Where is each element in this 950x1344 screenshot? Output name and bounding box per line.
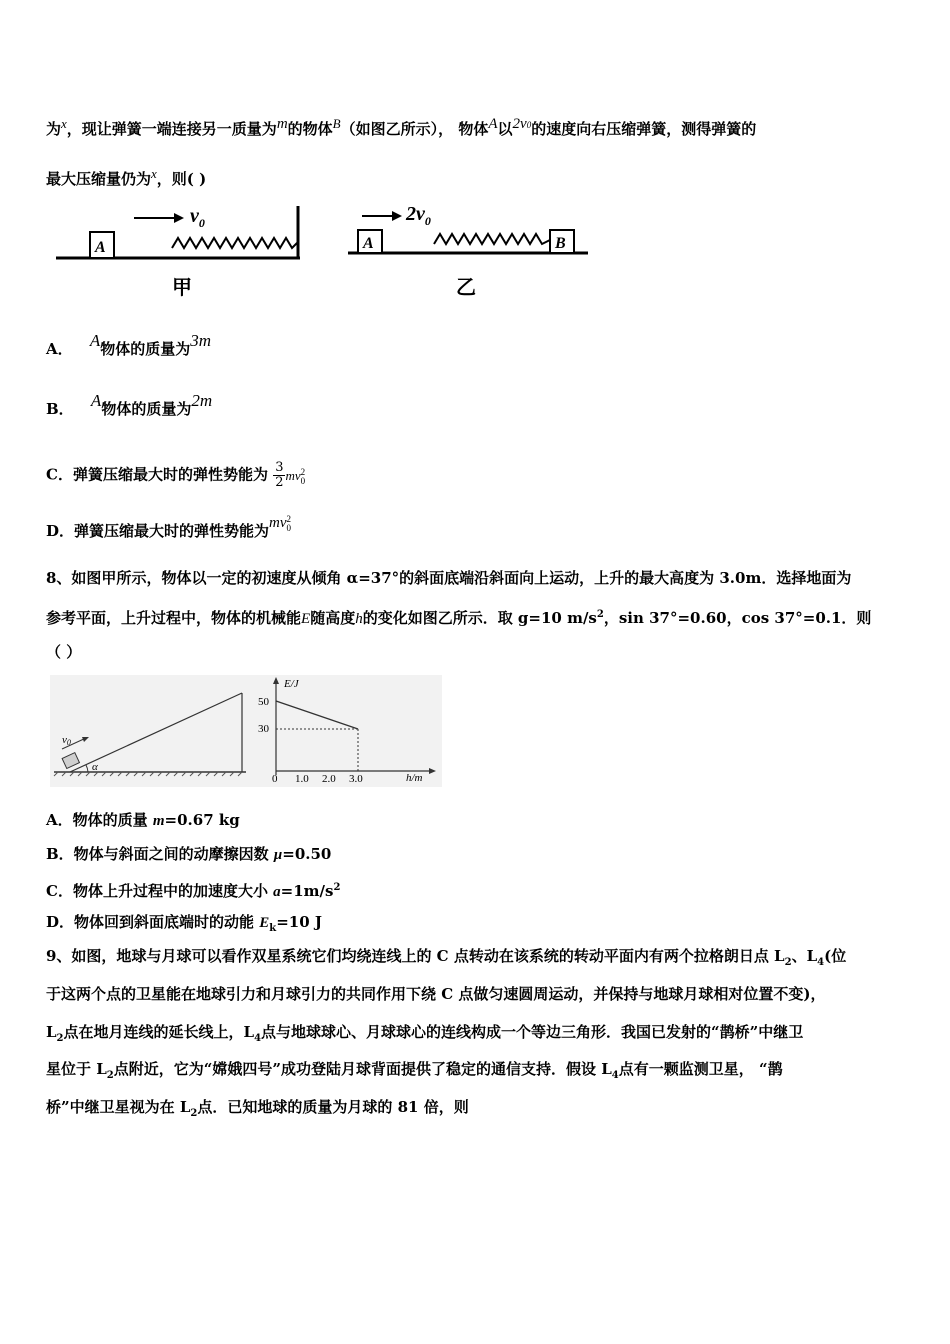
value-2m: 2m bbox=[191, 391, 213, 410]
q8-stem-line-2 bbox=[46, 604, 871, 630]
option-text: 物体的质量为 bbox=[101, 400, 192, 418]
q7-figure bbox=[50, 200, 595, 300]
q8-stem-line-3: （ ） bbox=[46, 643, 82, 661]
right-arrowhead bbox=[392, 211, 402, 221]
denominator: 2 bbox=[275, 475, 284, 490]
q7-stem-line-2 bbox=[46, 163, 206, 190]
q7-option-d bbox=[46, 513, 292, 543]
q8-option-c bbox=[46, 877, 340, 903]
var-e: E bbox=[259, 915, 270, 931]
v-sub: 0 bbox=[198, 216, 205, 230]
var-2v: 2v bbox=[512, 116, 527, 132]
sup-2: 2 bbox=[286, 513, 292, 524]
x-tick-1: 1.0 bbox=[295, 773, 309, 785]
option-label: B． bbox=[46, 400, 74, 418]
var-b: B bbox=[332, 116, 341, 131]
sub: 4 bbox=[611, 1070, 619, 1081]
text: C．物体上升过程中的加速度大小 bbox=[46, 882, 274, 900]
sub: 2 bbox=[56, 1033, 64, 1044]
text: 参考平面，上升过程中，物体的机械能 bbox=[46, 609, 302, 627]
2v: 2v bbox=[406, 203, 425, 225]
option-label: A． bbox=[46, 340, 73, 358]
v-sub: 0 bbox=[424, 214, 431, 228]
alpha-label: α bbox=[92, 761, 98, 773]
text: 的物体 bbox=[287, 120, 333, 138]
var-e: E bbox=[301, 611, 311, 627]
expr-mv: mv bbox=[269, 515, 287, 531]
var-mu: μ bbox=[273, 847, 283, 863]
q7-option-a bbox=[46, 331, 212, 360]
left-caption: 甲 bbox=[172, 275, 192, 299]
expr-mv0-sq bbox=[269, 515, 291, 531]
y-tick-30: 30 bbox=[258, 723, 269, 735]
sub: 2 bbox=[106, 1070, 114, 1081]
var-a: A bbox=[89, 331, 101, 350]
text: 为 bbox=[46, 120, 62, 138]
text: 点有一颗监测卫星， “鹊 bbox=[618, 1060, 783, 1078]
var-x: x bbox=[61, 116, 67, 131]
text: =0.50 bbox=[282, 845, 332, 863]
q8-option-b bbox=[46, 843, 331, 866]
right-velocity-label bbox=[405, 203, 431, 228]
var-h: h bbox=[355, 611, 363, 627]
text: ，则( ) bbox=[156, 170, 207, 188]
q8-stem-line-1: 8、如图甲所示，物体以一定的初速度从倾角 α=37°的斜面底端沿斜面向上运动，上升的最大高度为 3.0m．选择地面为 bbox=[46, 569, 852, 587]
option-text: 弹簧压缩最大时的弹性势能为 bbox=[74, 522, 270, 540]
text: A．物体的质量 bbox=[46, 811, 153, 829]
left-spring bbox=[172, 238, 298, 248]
var-a: a bbox=[273, 884, 281, 900]
sub: 2 bbox=[190, 1108, 198, 1119]
q9-stem-line-4 bbox=[46, 1058, 783, 1087]
text: D．物体回到斜面底端时的动能 bbox=[46, 913, 260, 931]
v: v bbox=[62, 734, 67, 746]
text: ，现让弹簧一端连接另一质量为 bbox=[66, 120, 277, 138]
sub: 4 bbox=[817, 957, 825, 968]
sup-2: 2 bbox=[333, 882, 341, 893]
right-block-b-label: B bbox=[555, 235, 566, 252]
text: 点．已知地球的质量为月球的 81 倍，则 bbox=[197, 1098, 469, 1116]
var-x: x bbox=[151, 166, 157, 181]
q7-option-c bbox=[46, 461, 305, 490]
var-2v0 bbox=[513, 116, 532, 132]
text: 9、如图，地球与月球可以看作双星系统它们均绕连线上的 C 点转动在该系统的转动平面内有两个拉格朗日点 L bbox=[46, 947, 785, 965]
y-tick-50: 50 bbox=[258, 696, 269, 708]
sup-2: 2 bbox=[300, 466, 306, 477]
var-a: A bbox=[90, 391, 102, 410]
text: =1m/s bbox=[280, 882, 334, 900]
option-label: D． bbox=[46, 522, 75, 540]
text: (位 bbox=[824, 947, 847, 965]
q8-option-a bbox=[46, 809, 240, 832]
sub-0: 0 bbox=[300, 475, 306, 486]
fraction-3-2 bbox=[273, 461, 285, 490]
numerator: 3 bbox=[275, 460, 284, 475]
left-block-a-label: A bbox=[95, 239, 106, 256]
q7-option-b bbox=[46, 391, 213, 420]
sub: 2 bbox=[784, 957, 792, 968]
value-3m: 3m bbox=[190, 331, 212, 350]
text: 的速度向右压缩弹簧，测得弹簧的 bbox=[531, 120, 757, 138]
text: 点与地球球心、月球球心的连线构成一个等边三角形．我国已发射的“鹊桥”中继卫 bbox=[261, 1023, 804, 1041]
text: =10 J bbox=[276, 913, 322, 931]
text: 最大压缩量仍为 bbox=[46, 170, 152, 188]
text: B．物体与斜面之间的动摩擦因数 bbox=[46, 845, 274, 863]
expr-mv: mv bbox=[285, 467, 301, 483]
var-a: A bbox=[488, 116, 498, 132]
text: 点在地月连线的延长线上，L bbox=[63, 1023, 255, 1041]
right-caption: 乙 bbox=[456, 275, 476, 299]
h-axis-label: h/m bbox=[406, 772, 423, 784]
q8-incline-figure bbox=[50, 675, 442, 787]
text: =0.67 kg bbox=[164, 811, 240, 829]
q8-option-d bbox=[46, 911, 322, 940]
option-text: 弹簧压缩最大时的弹性势能为 bbox=[72, 465, 268, 484]
sup-2: 2 bbox=[596, 609, 604, 620]
x-tick-0: 0 bbox=[272, 773, 278, 785]
text: 以 bbox=[497, 120, 513, 138]
text: 随高度 bbox=[310, 609, 356, 627]
right-spring bbox=[434, 234, 550, 244]
right-block-a-label: A bbox=[363, 235, 374, 252]
text: 点附近，它为“嫦娥四号”成功登陆月球背面提供了稳定的通信支持．假设 L bbox=[113, 1060, 612, 1078]
q9-stem-line-1 bbox=[46, 945, 846, 974]
var-m: m bbox=[276, 116, 288, 132]
left-arrowhead bbox=[174, 213, 184, 223]
x-tick-3: 3.0 bbox=[349, 773, 363, 785]
var-m: m bbox=[152, 813, 165, 829]
text: （如图乙所示）， 物体 bbox=[340, 120, 489, 138]
v: v bbox=[190, 205, 199, 227]
text: 的变化如图乙所示．取 g=10 m/s bbox=[362, 609, 597, 627]
q9-stem-line-5 bbox=[46, 1096, 469, 1125]
text: 、L bbox=[791, 947, 818, 965]
text: L bbox=[46, 1023, 57, 1041]
sub-0: 0 bbox=[526, 120, 532, 130]
sub-k: k bbox=[269, 923, 277, 934]
expr-mv0-sq bbox=[285, 466, 306, 486]
q9-stem-line-2: 于这两个点的卫星能在地球引力和月球引力的共同作用下绕 C 点做匀速圆周运动，并保持与地球月球相对位置不变)， bbox=[46, 985, 826, 1003]
sub-0: 0 bbox=[286, 522, 292, 533]
option-text: 物体的质量为 bbox=[100, 340, 191, 358]
option-label: C． bbox=[46, 465, 73, 484]
sub: 4 bbox=[254, 1033, 262, 1044]
left-velocity-label bbox=[190, 205, 205, 230]
text: 星位于 L bbox=[46, 1060, 107, 1078]
x-tick-2: 2.0 bbox=[322, 773, 336, 785]
q9-stem-line-3 bbox=[46, 1021, 803, 1050]
text: ，sin 37°=0.60，cos 37°=0.1．则 bbox=[603, 609, 872, 627]
q7-stem-line-1 bbox=[46, 113, 756, 140]
e-axis-label: E/J bbox=[284, 678, 299, 690]
text: 桥”中继卫星视为在 L bbox=[46, 1098, 191, 1116]
v-sub: 0 bbox=[66, 738, 71, 747]
